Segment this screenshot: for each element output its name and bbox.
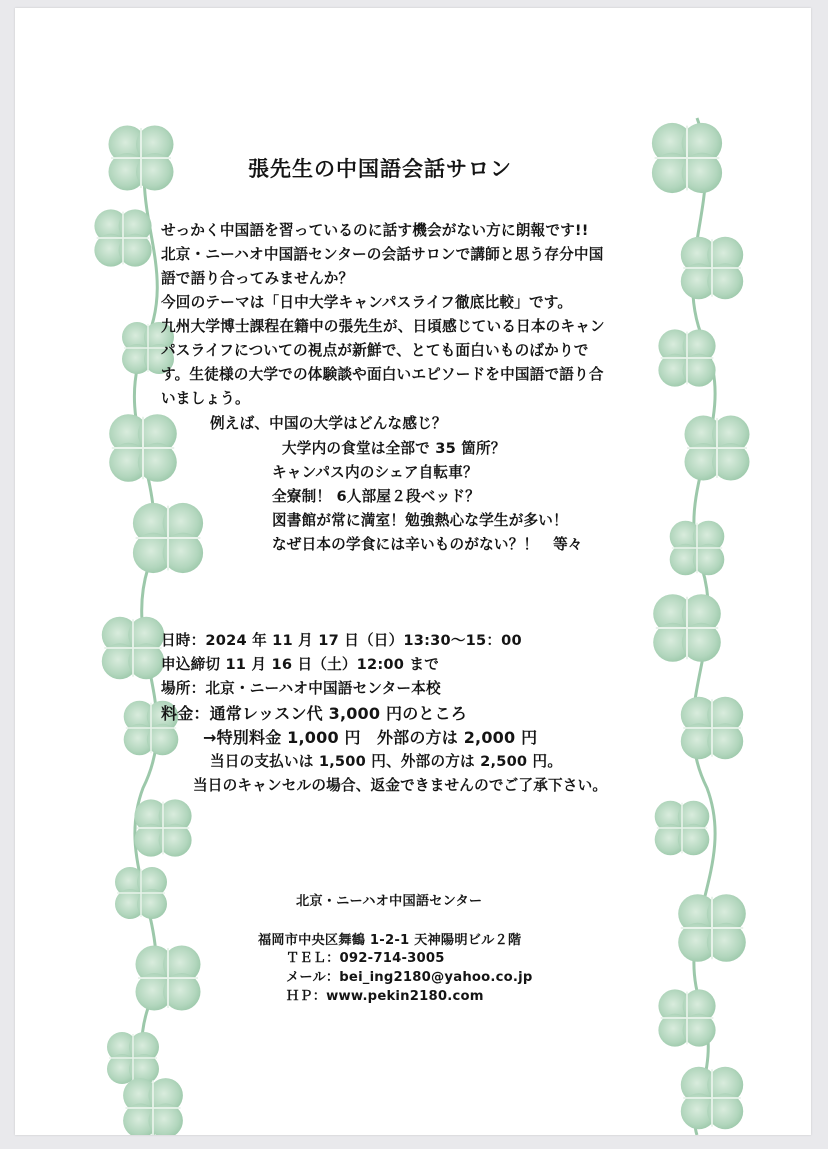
example-item: 大学内の食堂は全部で 35 箇所？ bbox=[282, 440, 506, 457]
address: 福岡市中央区舞鶴 1-2-1 天神陽明ビル２階 bbox=[258, 933, 522, 948]
tel: ＴＥＬ：092-714-3005 bbox=[286, 951, 445, 966]
intro-line: 語で語り合ってみませんか？ bbox=[161, 270, 354, 287]
intro-line: 北京・ニーハオ中国語センターの会話サロンで講師と思う存分中国 bbox=[161, 246, 604, 263]
intro-line: 九州大学博士課程在籍中の張先生が、日頃感じている日本のキャン bbox=[161, 318, 605, 335]
examples-lead: 例えば、中国の大学はどんな感じ？ bbox=[210, 415, 447, 432]
homepage: ＨＰ：www.pekin2180.com bbox=[286, 989, 484, 1004]
flyer-page bbox=[15, 8, 811, 1135]
intro-line: す。生徒様の大学での体験談や面白いエピソードを中国語で語り合 bbox=[161, 366, 604, 383]
org-name: 北京・ニーハオ中国語センター bbox=[296, 894, 483, 909]
cancel-policy: 当日のキャンセルの場合、返金できませんのでご了承下さい。 bbox=[193, 777, 608, 794]
intro-line: せっかく中国語を習っているのに話す機会がない方に朗報です!! bbox=[161, 222, 589, 239]
intro-line: パスライフについての視点が新鮮で、とても面白いものばかりで bbox=[161, 342, 589, 359]
intro-line: いましょう。 bbox=[161, 390, 250, 407]
example-item: 全寮制！ 6人部屋２段ベッド？ bbox=[272, 488, 480, 505]
event-datetime: 日時：2024 年 11 月 17 日（日）13:30～15：00 bbox=[161, 632, 522, 649]
example-item: キャンパス内のシェア自転車？ bbox=[272, 464, 478, 481]
application-deadline: 申込締切 11 月 16 日（土）12:00 まで bbox=[161, 656, 440, 673]
email: メール：bei_ing2180@yahoo.co.jp bbox=[286, 970, 533, 985]
fee-special: →特別料金 1,000 円 外部の方は 2,000 円 bbox=[203, 728, 538, 747]
same-day-fee: 当日の支払いは 1,500 円、外部の方は 2,500 円。 bbox=[210, 753, 563, 770]
clover-border-left-icon bbox=[93, 8, 223, 1135]
fee-regular: 料金：通常レッスン代 3,000 円のところ bbox=[161, 704, 467, 723]
example-item: なぜ日本の学食には辛いものがない？！ 等々 bbox=[272, 536, 583, 553]
event-place: 場所：北京・ニーハオ中国語センター本校 bbox=[161, 680, 441, 697]
intro-line: 今回のテーマは「日中大学キャンパスライフ徹底比較」です。 bbox=[161, 294, 573, 311]
page-title: 張先生の中国語会話サロン bbox=[248, 157, 512, 181]
example-item: 図書館が常に満室！勉強熱心な学生が多い！ bbox=[272, 512, 568, 529]
clover-border-right-icon bbox=[627, 8, 767, 1135]
